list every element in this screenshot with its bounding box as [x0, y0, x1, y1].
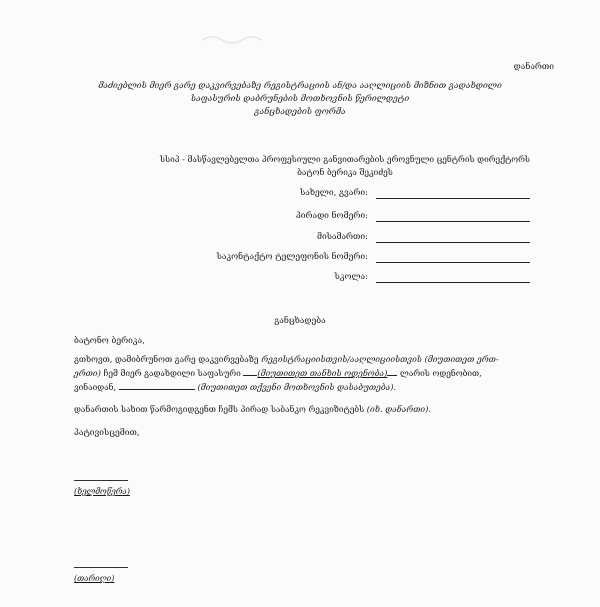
body-text-italic: რეგისტრაციისთვის/ააღლიციისთვის (მიუთითეთ ერთ- — [261, 354, 499, 364]
signature-line[interactable] — [74, 480, 128, 481]
field-full-name — [190, 188, 530, 202]
statement-heading: განცხადება — [274, 316, 326, 326]
school-input-line[interactable] — [376, 282, 530, 283]
reason-blank-line[interactable] — [119, 380, 195, 390]
regards: პატივისცემით, — [74, 428, 140, 438]
field-label: სკოლა: — [334, 272, 368, 282]
addressee-line-2: ბატონ ბერიკა შეკიძეს — [297, 167, 393, 177]
signature-label: (ხელმოწერა) — [74, 487, 130, 496]
field-address — [190, 232, 530, 246]
form-title — [60, 80, 540, 119]
body-paragraph-1 — [74, 352, 534, 394]
annex-reference: (იხ. დანართი). — [366, 404, 432, 414]
reason-hint: (მიუთითეთ თქვენი მოთხოვნის დასაბუთება). — [197, 382, 397, 392]
scan-artifact — [200, 32, 270, 46]
field-school — [190, 272, 530, 286]
body-text: გთხოვთ, დამიბრუნოთ გარე დაკვირვებაზე — [74, 354, 259, 364]
title-line-2: საფასურის დაბრუნების მოთხოვნის წერილდეტი — [190, 94, 410, 104]
body-text-italic: ერთი) — [74, 368, 101, 378]
body-paragraph-2 — [74, 402, 534, 416]
body-text: დანართის სახით წარმოგიდგენთ ჩემს პირად საბანკო რეკვიზიტებს — [74, 404, 365, 414]
field-label: მისამართი: — [316, 232, 368, 242]
date-line[interactable] — [74, 567, 128, 568]
annex-label: დანართი — [513, 62, 554, 72]
phone-input-line[interactable] — [376, 262, 530, 263]
addressee — [130, 153, 560, 179]
personal-number-input-line[interactable] — [376, 221, 530, 222]
body-text: ლარის ოდენობით, — [400, 368, 482, 378]
body-text: ვინაიდან, — [74, 382, 117, 392]
addressee-line-1: სსიპ - მასწავლებელთა პროფესიული განვითარების ეროვნული ცენტრის დირექტორს — [160, 154, 530, 164]
field-personal-number — [190, 211, 530, 225]
amount-blank-line[interactable] — [243, 366, 257, 376]
body-text: ჩემ მიერ გადახდილი საფასური — [103, 368, 241, 378]
address-input-line[interactable] — [376, 242, 530, 243]
field-label: სახელი, გვარი: — [300, 188, 368, 198]
amount-hint: (მიუთითეთ თანხის ოდენობა) — [257, 368, 388, 378]
date-label: (თარიღი) — [74, 574, 115, 583]
salutation: ბატონო ბერიკა, — [74, 336, 145, 346]
field-label: პირადი ნომერი: — [295, 211, 368, 221]
field-label: საკონტაქტო ტელეფონის ნომერი: — [216, 252, 368, 262]
amount-blank-line-end[interactable] — [387, 366, 397, 376]
title-line-3: განცხადების ფორმა — [254, 107, 346, 117]
full-name-input-line[interactable] — [376, 198, 530, 199]
title-line-1: მაძიებლის მიერ გარე დაკვირვებაზე რეგისტრაციის ან/და ააღლიციის მიზნით გადახდილი — [98, 81, 502, 91]
field-phone — [190, 252, 530, 266]
